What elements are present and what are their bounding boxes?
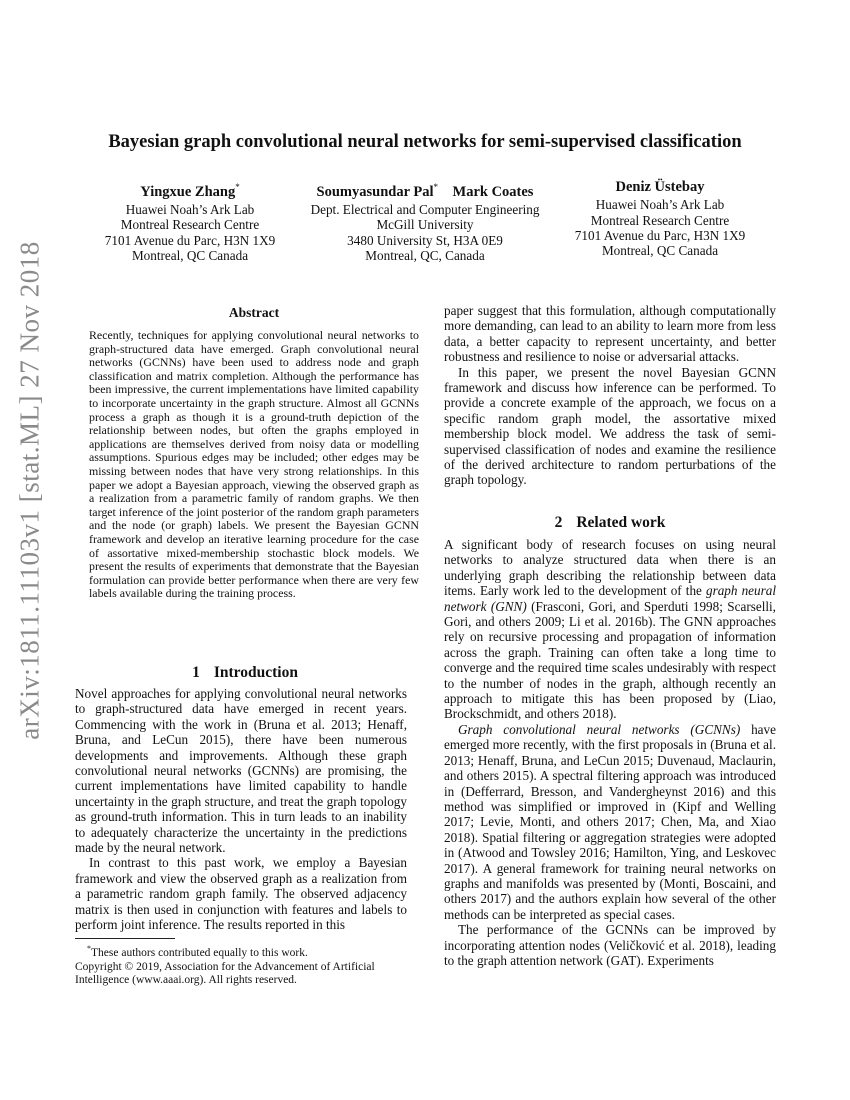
paragraph: The performance of the GCNNs can be improved by incorporating attention nodes (Veličković et al. 2018), leading to the graph attention network (GAT). Experiments bbox=[444, 922, 776, 968]
affiliation-line: Montreal, QC Canada bbox=[131, 248, 249, 264]
copyright-notice: Copyright © 2019, Association for the Advancement of Artificial Intelligence (www.aaai.org). All rights reserved. bbox=[75, 960, 375, 987]
affiliation-line: Montreal, QC Canada bbox=[601, 243, 719, 259]
paper-title: Bayesian graph convolutional neural networks for semi-supervised classification bbox=[108, 132, 742, 152]
affiliation-line: 3480 University St, H3A 0E9 bbox=[347, 232, 503, 248]
author-name: Yingxue Zhang* bbox=[140, 182, 240, 200]
paragraph: Graph convolutional neural networks (GCNNs) have emerged more recently, with the first proposals in (Bruna et al. 2013; Henaff, Bruna, and LeCun 2015; Duvenaud, Maclaurin, and others 2015). A spectral filtering approach was introduced in (Defferrard, Bresson, and Vandergheynst 2016) and this method was simplified or improved in (Kipf and Welling 2017; Levie, Monti, and others 2017; Chen, Ma, and Xiao 2018). Spatial filtering or aggregation strategies were adopted in (Atwood and Towsley 2016; Hamilton, Ying, and Leskovec 2017). A general framework for training neural networks on graphs and manifolds was presented by (Monti, Boscaini, and others 2017) and the authors explain how several of the other methods can be interpreted as special cases. bbox=[444, 721, 776, 922]
affiliation-line: 7101 Avenue du Parc, H3N 1X9 bbox=[104, 232, 276, 248]
author-1 bbox=[80, 180, 300, 263]
abstract bbox=[89, 305, 419, 601]
paragraph: A significant body of research focuses on using neural networks to analyze structured data when there is an underlying graph describing the relationship between data items. Early work led to the development of the graph neural network (GNN) (Frasconi, Gori, and Sperduti 1998; Scarselli, Gori, and others 2009; Li et al. 2016b). The GNN approaches rely on recursive processing and propagation of information across the graph. Training can often take a long time to converge and the required time scales undesirably with respect to the number of nodes in the graph, although recently an approach to mitigate this has been proposed by (Liao, Brockschmidt, and others 2018). bbox=[444, 537, 777, 722]
affiliation-line: Huawei Noah’s Ark Lab bbox=[125, 202, 255, 218]
author-name: Deniz Üstebay bbox=[615, 179, 705, 195]
author-3 bbox=[550, 180, 770, 258]
right-column-top bbox=[444, 303, 776, 488]
author-2 bbox=[295, 180, 555, 263]
abstract-text: Recently, techniques for applying convolutional neural networks to graph-structured data have emerged. Graph convolutional neural networks (GCNNs) have been used to address node and graph classification and matrix completion. Although the performance has been impressive, the current implementations have limited capability to incorporate uncertainty in the graph structure. Almost all GCNNs process a graph as though it is a ground-truth depiction of the relationship between nodes, but often the graphs employed in applications are themselves derived from noisy data or modelling assumptions. Spurious edges may be included; other edges may be missing between nodes that have very strong relationships. In this paper we adopt a Bayesian approach, viewing the observed graph as a realization from a parametric family of random graphs. We then target inference of the joint posterior of the random graph parameters and the node (or graph) labels. We present the Bayesian GCNN framework and develop an iterative learning procedure for the case of assortative mixed-membership stochastic block models. We present the results of experiments that demonstrate that the Bayesian formulation can provide better performance when there are very few labels available during the training process. bbox=[89, 328, 419, 601]
abstract-heading: Abstract bbox=[228, 305, 280, 320]
section-heading-related-work: 2 Related work bbox=[554, 514, 666, 531]
footnote-note: *These authors contributed equally to this work. bbox=[87, 944, 308, 959]
paragraph: In this paper, we present the novel Bayesian GCNN framework and discuss how inference can be performed. To provide a concrete example of the approach, we focus on a specific random graph model, the assortative mixed membership block model. We address the task of semi-supervised classification of nodes and examine the resilience of the derived architecture to random perturbations of the graph topology. bbox=[444, 364, 776, 488]
affiliation-line: Montreal Research Centre bbox=[590, 212, 730, 228]
affiliation-line: Huawei Noah’s Ark Lab bbox=[595, 197, 725, 213]
section-heading-introduction: 1 Introduction bbox=[192, 664, 298, 681]
arxiv-identifier: arXiv:1811.11103v1 [stat.ML] 27 Nov 2018 bbox=[14, 240, 45, 740]
left-column-body bbox=[75, 686, 407, 933]
affiliation-line: McGill University bbox=[376, 217, 474, 233]
paragraph: paper suggest that this formulation, although computationally more demanding, can lead to an ability to learn more from less data, a better capacity to represent uncertainty, and better robustness and resilience to noise or adversarial attacks. bbox=[444, 303, 776, 365]
affiliation-line: Montreal, QC, Canada bbox=[365, 248, 485, 264]
footnote bbox=[75, 942, 415, 988]
paragraph: In contrast to this past work, we employ a Bayesian framework and view the observed graph as a realization from a parametric random graph family. The observed adjacency matrix is then used in conjunction with features and labels to perform joint inference. The results reported in this bbox=[75, 855, 407, 933]
right-column-related bbox=[444, 537, 776, 968]
affiliation-line: Dept. Electrical and Computer Engineering bbox=[310, 202, 540, 218]
affiliation-line: Montreal Research Centre bbox=[120, 217, 260, 233]
paragraph: Novel approaches for applying convolutional neural networks to graph-structured data have emerged in recent years. Commencing with the work in (Bruna et al. 2013; Henaff, Bruna, and LeCun 2015), there have been numerous developments and improvements. Although these graph convolutional neural networks (GCNNs) are promising, the current implementations have limited capability to handle uncertainty in the graph structure, and treat the graph topology as ground-truth information. This in turn leads to an inability to adequately characterize the uncertainty in the predictions made by the neural network. bbox=[75, 686, 407, 856]
author-name: Soumyasundar Pal* Mark Coates bbox=[316, 182, 534, 200]
footnote-rule bbox=[75, 938, 175, 939]
affiliation-line: 7101 Avenue du Parc, H3N 1X9 bbox=[574, 227, 746, 243]
arxiv-sidebar bbox=[10, 240, 50, 740]
